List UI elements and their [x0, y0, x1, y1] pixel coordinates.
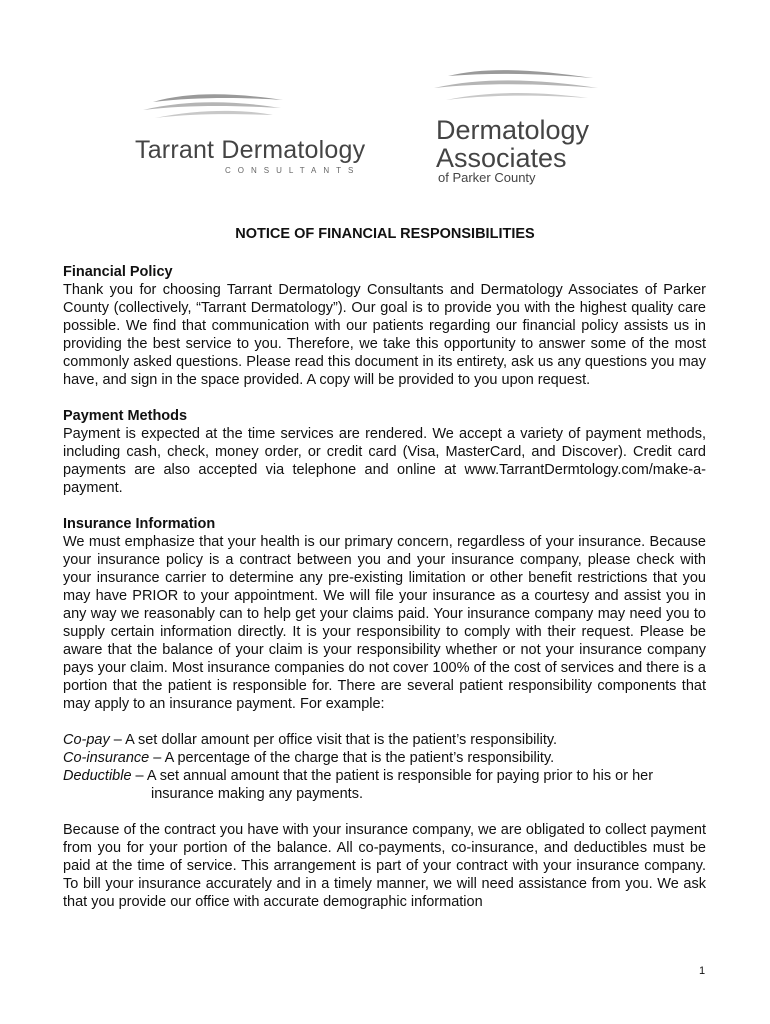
logo-right-line1: Dermatology	[436, 115, 590, 145]
term-deductible	[63, 767, 706, 785]
term-label: Deductible	[63, 768, 132, 784]
term-label: Co-pay	[63, 732, 110, 748]
insurance-information-heading: Insurance Information	[63, 516, 216, 532]
financial-policy-heading: Financial Policy	[63, 264, 173, 280]
financial-policy-body: Thank you for choosing Tarrant Dermatology Consultants and Dermatology Associates of Parker County (collectively, “Tarrant Dermatology”). Our goal is to provide you with the highest quality care possible. We find that communication with our patients regarding our financial policy assists us in providing the best service to you. Therefore, we take this opportunity to answer some of the most commonly asked questions. Please read this document in its entirety, ask us any questions you may have, and sign in the space provided. A copy will be provided to you upon request.	[63, 282, 706, 388]
tarrant-dermatology-logo	[133, 88, 383, 178]
logo-left-name: Tarrant Dermatology	[135, 136, 366, 164]
insurance-information-body: We must emphasize that your health is our primary concern, regardless of your insurance. Because your insurance policy is a contract between you and your insurance company, please check with your insurance carrier to determine any pre-existing limitation or other benefit restrictions that you may have PRIOR to your appointment. We will file your insurance as a courtesy and assist you in any way we reasonably can to help get your claims paid. Your insurance company may need you to supply certain information directly. It is your responsibility to comply with their request. Please be aware that the balance of your claim is your responsibility whether or not your insurance company pays your claim. Most insurance companies do not cover 100% of the cost of services and there is a portion that the patient is responsible for. There are several patient responsibility components that may apply to an insurance payment. For example:	[63, 534, 706, 712]
term-label: Co-insurance	[63, 750, 150, 766]
term-definition: – A set annual amount that the patient is responsible for paying prior to his or her	[131, 768, 654, 784]
dermatology-associates-logo	[428, 66, 608, 190]
logo-right-line2: Associates	[436, 143, 567, 173]
payment-methods-heading: Payment Methods	[63, 408, 188, 424]
term-definition: – A percentage of the charge that is the patient’s responsibility.	[149, 750, 555, 766]
page-number: 1	[699, 965, 706, 977]
logo-left-sub: CONSULTANTS	[225, 166, 361, 175]
swoosh-icon	[133, 88, 383, 138]
document-title: NOTICE OF FINANCIAL RESPONSIBILITIES	[235, 226, 535, 242]
term-copay	[63, 731, 706, 749]
closing-paragraph: Because of the contract you have with your insurance company, we are obligated to collect payment from you for your portion of the balance. All co-payments, co-insurance, and deductibles must be paid at the time of service. This arrangement is part of your contract with your insurance company. To bill your insurance accurately and in a timely manner, we will need assistance from you. We ask that you provide our office with accurate demographic information	[63, 822, 706, 910]
document-body	[63, 263, 706, 911]
term-deductible-continuation: insurance making any payments.	[151, 786, 363, 802]
term-definition: – A set dollar amount per office visit that is the patient’s responsibility.	[109, 732, 558, 748]
payment-methods-body: Payment is expected at the time services are rendered. We accept a variety of payment methods, including cash, check, money order, or credit card (Visa, MasterCard, and Discover). Credit card payments are also accepted via telephone and online at www.TarrantDermtology.com/make-a-payment.	[63, 426, 706, 496]
swoosh-icon	[428, 66, 608, 116]
term-coinsurance	[63, 749, 706, 767]
logo-right-line3: of Parker County	[438, 170, 536, 185]
